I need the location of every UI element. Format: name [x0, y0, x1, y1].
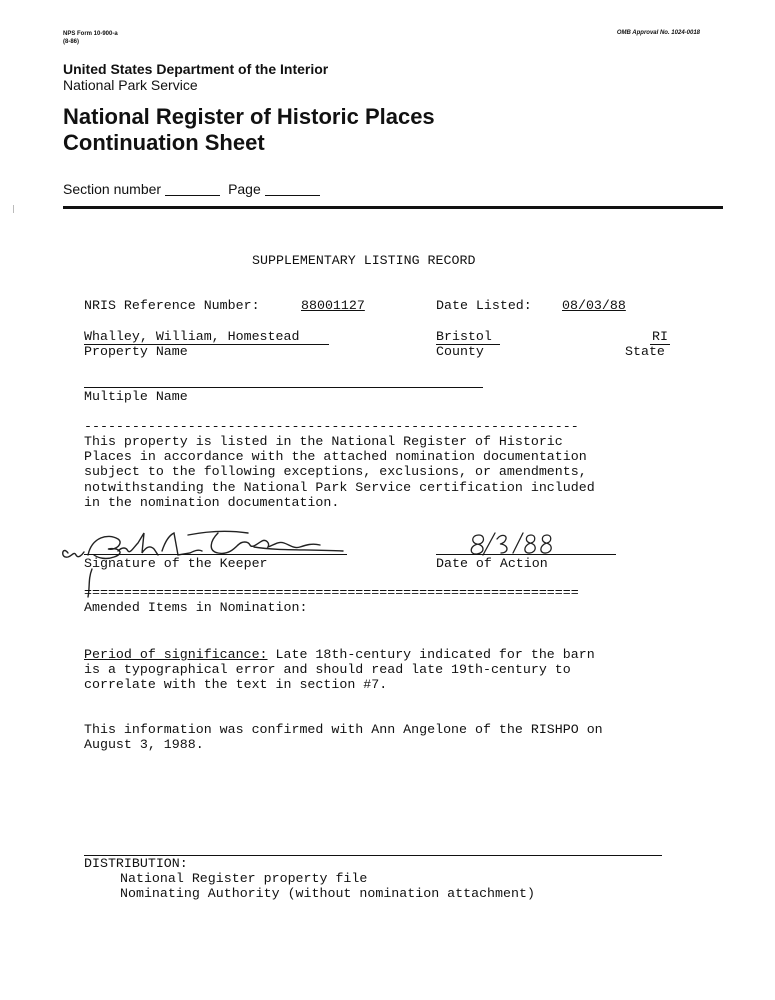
signature-label: Signature of the Keeper: [84, 556, 268, 571]
statement-line: Places in accordance with the attached nomination documentation: [84, 449, 587, 464]
statement-line: in the nomination documentation.: [84, 495, 340, 510]
confirm-line: This information was confirmed with Ann Angelone of the RISHPO on: [84, 722, 603, 737]
record-heading: SUPPLEMENTARY LISTING RECORD: [252, 253, 476, 268]
state-label: State: [625, 344, 665, 359]
period-text: Late 18th-century indicated for the barn: [267, 647, 595, 662]
header-rule: [63, 206, 723, 209]
distribution-item: National Register property file: [120, 871, 368, 886]
period-line: is a typographical error and should read late 19th-century to: [84, 662, 571, 677]
confirm-line: August 3, 1988.: [84, 737, 204, 752]
page-field: [265, 195, 320, 196]
period-line: correlate with the text in section #7.: [84, 677, 388, 692]
section-number-field: [165, 195, 220, 196]
dash-separator: --------------------------------------------------------------: [84, 419, 579, 434]
state-value: RI: [652, 329, 668, 344]
form-number-text: NPS Form 10-900-a: [63, 31, 118, 37]
equals-separator: ==============================================================: [84, 585, 579, 600]
statement-line: This property is listed in the National Register of Historic: [84, 434, 563, 449]
section-number-label: Section number: [63, 181, 162, 197]
nris-label: NRIS Reference Number:: [84, 298, 260, 313]
nris-value: 88001127: [301, 298, 365, 313]
multiple-name-line: [84, 387, 483, 388]
agency-name: National Park Service: [63, 77, 198, 93]
signature-line: [84, 554, 347, 555]
title-line-1: National Register of Historic Places: [63, 104, 435, 129]
title-line-2: Continuation Sheet: [63, 130, 265, 155]
date-of-action-line: [436, 554, 616, 555]
date-of-action-label: Date of Action: [436, 556, 548, 571]
page-title: [63, 104, 435, 156]
property-name-value: Whalley, William, Homestead: [84, 329, 300, 344]
omb-approval: OMB Approval No. 1024-0018: [616, 30, 700, 36]
distribution-item: Nominating Authority (without nomination attachment): [120, 886, 535, 901]
scan-mark: [13, 205, 14, 213]
form-number: [63, 30, 118, 46]
distribution-heading: DISTRIBUTION:: [84, 856, 188, 871]
date-listed-value: 08/03/88: [562, 298, 626, 313]
county-value: Bristol: [436, 329, 492, 344]
statement-line: notwithstanding the National Park Service certification included: [84, 480, 595, 495]
multiple-name-label: Multiple Name: [84, 389, 188, 404]
date-listed-label: Date Listed:: [436, 298, 532, 313]
form-revision: (8-86): [63, 39, 80, 45]
county-label: County: [436, 344, 484, 359]
property-name-label: Property Name: [84, 344, 188, 359]
amended-heading: Amended Items in Nomination:: [84, 600, 308, 615]
period-label: Period of significance:: [84, 647, 268, 662]
section-page-row: [63, 181, 328, 197]
statement-line: subject to the following exceptions, exclusions, or amendments,: [84, 464, 587, 479]
period-line-1: [84, 647, 595, 662]
page-label: Page: [228, 181, 261, 197]
department-name: United States Department of the Interior: [63, 61, 329, 77]
